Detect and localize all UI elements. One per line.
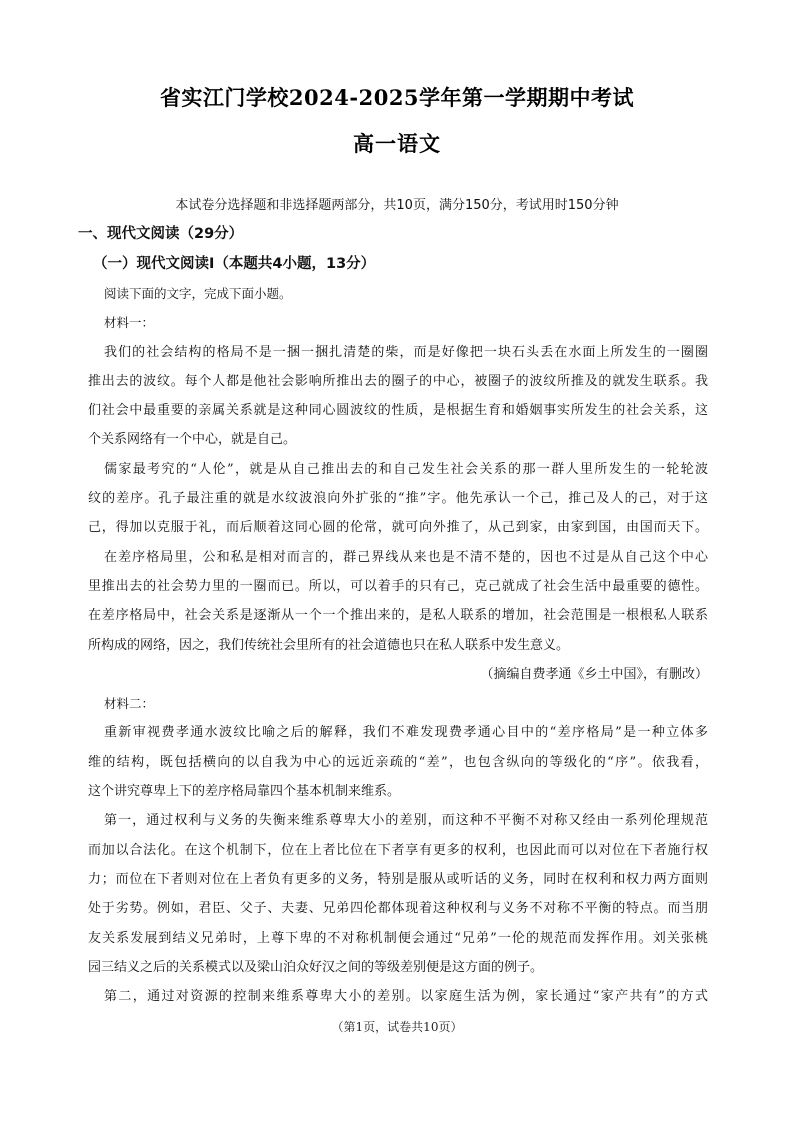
passage-line: 在差序格局中，社会关系是逐渐从一个一个推出来的，是私人联系的增加，社会范围是一根根私人联系 — [88, 608, 708, 624]
passage-line: 园三结义之后的关系模式以及梁山泊众好汉之间的等级差别便是这方面的例子。 — [88, 959, 544, 975]
passage-line: 力；而位在下者则对位在上者负有更多的义务，特别是服从或听话的义务，同时在权利和权力两方面则 — [88, 871, 708, 887]
passage-line: 里推出去的社会势力里的一圈而已。所以，可以着手的只有己，克己就成了社会生活中最重要的德性。 — [88, 578, 708, 594]
exam-title: 省实江门学校2024-2025学年第一学期期中考试 — [159, 85, 635, 110]
passage-line: 所构成的网络，因之，我们传统社会里所有的社会道德也只在私人联系中发生意义。 — [88, 637, 570, 653]
passage-line: 推出去的波纹。每个人都是他社会影响所推出去的圈子的中心，被圈子的波纹所推及的就发生联系。我 — [88, 373, 708, 389]
passage-line: 们社会中最重要的亲属关系就是这种同心圆波纹的性质，是根据生育和婚姻事实所发生的社会关系，这 — [88, 403, 708, 419]
passage-line: 纹的差序。孔子最注重的就是水纹波浪向外扩张的“推”字。他先承认一个己，推己及人的己，对于这 — [88, 491, 708, 507]
section-heading: 一、现代文阅读（29分） — [78, 226, 244, 242]
passage-line: 第二，通过对资源的控制来维系尊卑大小的差别。以家庭生活为例，家长通过“家产共有”的方式 — [104, 989, 708, 1005]
source-citation: （摘编自费孝通《乡土中国》，有删改） — [480, 666, 708, 682]
passage-line: 维的结构，既包括横向的以自我为中心的远近亲疏的“差”，也包含纵向的等级化的“序”。依我看， — [88, 754, 708, 770]
passage-line: 而加以合法化。在这个机制下，位在上者比位在下者享有更多的权利，也因此而可以对位在下者施行权 — [88, 842, 708, 858]
passage-line: 第一，通过权利与义务的失衡来维系尊卑大小的差别，而这种不平衡不对称又经由一系列伦理规范 — [104, 813, 708, 829]
passage-line: 己，得加以克服于礼，而后顺着这同心圆的伦常，就可向外推了，从己到家，由家到国，由国而天下。 — [88, 520, 708, 536]
passage-line: 个关系网络有一个中心，就是自己。 — [88, 432, 297, 448]
page-footer: （第1页，试卷共10页） — [331, 1020, 463, 1034]
passage-line: 友关系发展到结义兄弟时，上尊下卑的不对称机制便会通过“兄弟”一伦的规范而发挥作用。刘关张桃 — [88, 930, 708, 946]
material-two-label: 材料二： — [104, 696, 155, 712]
passage-line: 处于劣势。例如，君臣、父子、夫妻、兄弟四伦都体现着这种权利与义务不对称不平衡的特点。而当朋 — [88, 901, 708, 917]
instruction-line: 阅读下面的文字，完成下面小题。 — [104, 286, 292, 301]
passage-line: 儒家最考究的“人伦”，就是从自己推出去的和自己发生社会关系的那一群人里所发生的一轮轮波 — [104, 461, 708, 477]
exam-subject: 高一语文 — [353, 131, 441, 156]
material-one-label: 材料一： — [104, 315, 155, 331]
subsection-heading: （一）现代文阅读Ⅰ（本题共4小题，13分） — [93, 256, 376, 272]
reading-passage — [88, 279, 708, 1011]
exam-notice: 本试卷分选择题和非选择题两部分，共10页，满分150分，考试用时150分钟 — [175, 198, 619, 213]
passage-line: 我们的社会结构的格局不是一捆一捆扎清楚的柴，而是好像把一块石头丢在水面上所发生的一圈圈 — [104, 344, 708, 360]
passage-line: 这个讲究尊卑上下的差序格局靠四个基本机制来维系。 — [88, 784, 401, 800]
passage-line: 在差序格局里，公和私是相对而言的，群己界线从来也是不清不楚的，因也不过是从自己这个中心 — [104, 549, 708, 565]
passage-line: 重新审视费孝通水波纹比喻之后的解释，我们不难发现费孝通心目中的“差序格局”是一种立体多 — [104, 725, 708, 741]
